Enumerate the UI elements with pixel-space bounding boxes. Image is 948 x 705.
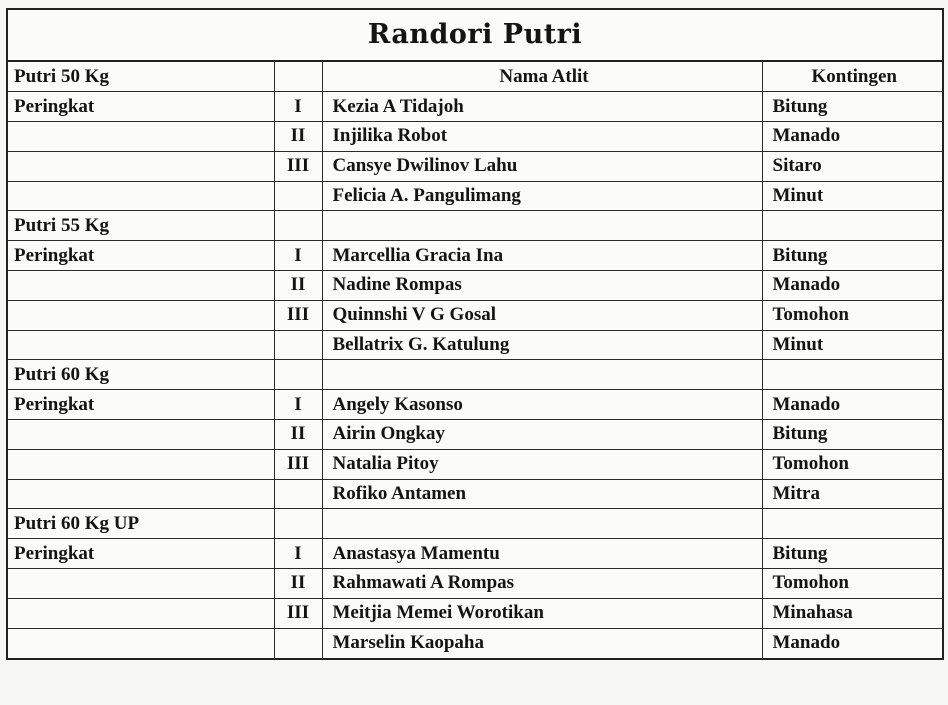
category-row [8,360,942,390]
table-row [8,539,942,569]
table-header-row [8,62,942,92]
table-row [8,122,942,152]
rank-label-cell [8,300,274,330]
column-header-name: Nama Atlit [322,62,762,92]
rank-cell: III [274,300,322,330]
kontingen-cell: Bitung [762,420,942,450]
table-row [8,241,942,271]
athlete-name-cell: Marselin Kaopaha [322,628,762,658]
rank-label-cell [8,569,274,599]
rank-label-cell [8,449,274,479]
category-cell: Putri 50 Kg [8,62,274,92]
rank-label-cell [8,420,274,450]
table-row [8,271,942,301]
kontingen-cell: Bitung [762,92,942,122]
athlete-name-cell: Injilika Robot [322,122,762,152]
athlete-name-cell: Anastasya Mamentu [322,539,762,569]
table-row [8,92,942,122]
table-row [8,390,942,420]
kontingen-cell [762,211,942,241]
athlete-name-cell [322,360,762,390]
kontingen-cell: Bitung [762,241,942,271]
table-row [8,449,942,479]
rank-label-cell [8,479,274,509]
table-row [8,628,942,658]
rank-cell: I [274,539,322,569]
table-row [8,569,942,599]
rank-cell: I [274,241,322,271]
kontingen-cell [762,509,942,539]
rank-label-cell: Peringkat [8,241,274,271]
table-row [8,151,942,181]
rank-label-cell [8,271,274,301]
athlete-name-cell: Nadine Rompas [322,271,762,301]
rank-cell [274,479,322,509]
athlete-name-cell: Meitjia Memei Worotikan [322,598,762,628]
athlete-name-cell: Felicia A. Pangulimang [322,181,762,211]
athlete-name-cell: Rahmawati A Rompas [322,569,762,599]
kontingen-cell: Manado [762,628,942,658]
table-row [8,300,942,330]
category-row [8,509,942,539]
rank-cell [274,181,322,211]
rank-cell: III [274,598,322,628]
athlete-name-cell: Angely Kasonso [322,390,762,420]
results-sheet [6,8,944,660]
table-row [8,330,942,360]
kontingen-cell: Manado [762,390,942,420]
rank-cell [274,330,322,360]
rank-cell [274,509,322,539]
table-row [8,479,942,509]
category-cell: Putri 55 Kg [8,211,274,241]
rank-label-cell: Peringkat [8,390,274,420]
kontingen-cell: Minut [762,330,942,360]
rank-cell [274,628,322,658]
rank-cell: III [274,449,322,479]
rank-cell [274,360,322,390]
rank-label-cell [8,628,274,658]
rank-cell: II [274,271,322,301]
athlete-name-cell [322,509,762,539]
category-cell: Putri 60 Kg UP [8,509,274,539]
kontingen-cell: Minahasa [762,598,942,628]
kontingen-cell [762,360,942,390]
rank-cell: II [274,569,322,599]
rank-cell: II [274,420,322,450]
rank-cell [274,62,322,92]
category-cell: Putri 60 Kg [8,360,274,390]
results-table [8,62,942,658]
table-row [8,420,942,450]
kontingen-cell: Mitra [762,479,942,509]
athlete-name-cell [322,211,762,241]
kontingen-cell: Sitaro [762,151,942,181]
kontingen-cell: Minut [762,181,942,211]
athlete-name-cell: Airin Ongkay [322,420,762,450]
rank-label-cell: Peringkat [8,539,274,569]
category-row [8,211,942,241]
kontingen-cell: Manado [762,271,942,301]
table-row [8,181,942,211]
rank-cell: III [274,151,322,181]
athlete-name-cell: Natalia Pitoy [322,449,762,479]
rank-label-cell [8,598,274,628]
column-header-kontingen: Kontingen [762,62,942,92]
page-title: Randori Putri [8,10,942,62]
athlete-name-cell: Bellatrix G. Katulung [322,330,762,360]
rank-label-cell [8,181,274,211]
rank-label-cell [8,330,274,360]
rank-cell: I [274,390,322,420]
athlete-name-cell: Cansye Dwilinov Lahu [322,151,762,181]
athlete-name-cell: Quinnshi V G Gosal [322,300,762,330]
rank-cell: I [274,92,322,122]
kontingen-cell: Tomohon [762,569,942,599]
rank-cell: II [274,122,322,152]
rank-label-cell: Peringkat [8,92,274,122]
kontingen-cell: Bitung [762,539,942,569]
table-row [8,598,942,628]
athlete-name-cell: Marcellia Gracia Ina [322,241,762,271]
kontingen-cell: Tomohon [762,449,942,479]
kontingen-cell: Tomohon [762,300,942,330]
athlete-name-cell: Kezia A Tidajoh [322,92,762,122]
athlete-name-cell: Rofiko Antamen [322,479,762,509]
kontingen-cell: Manado [762,122,942,152]
rank-label-cell [8,122,274,152]
rank-label-cell [8,151,274,181]
rank-cell [274,211,322,241]
